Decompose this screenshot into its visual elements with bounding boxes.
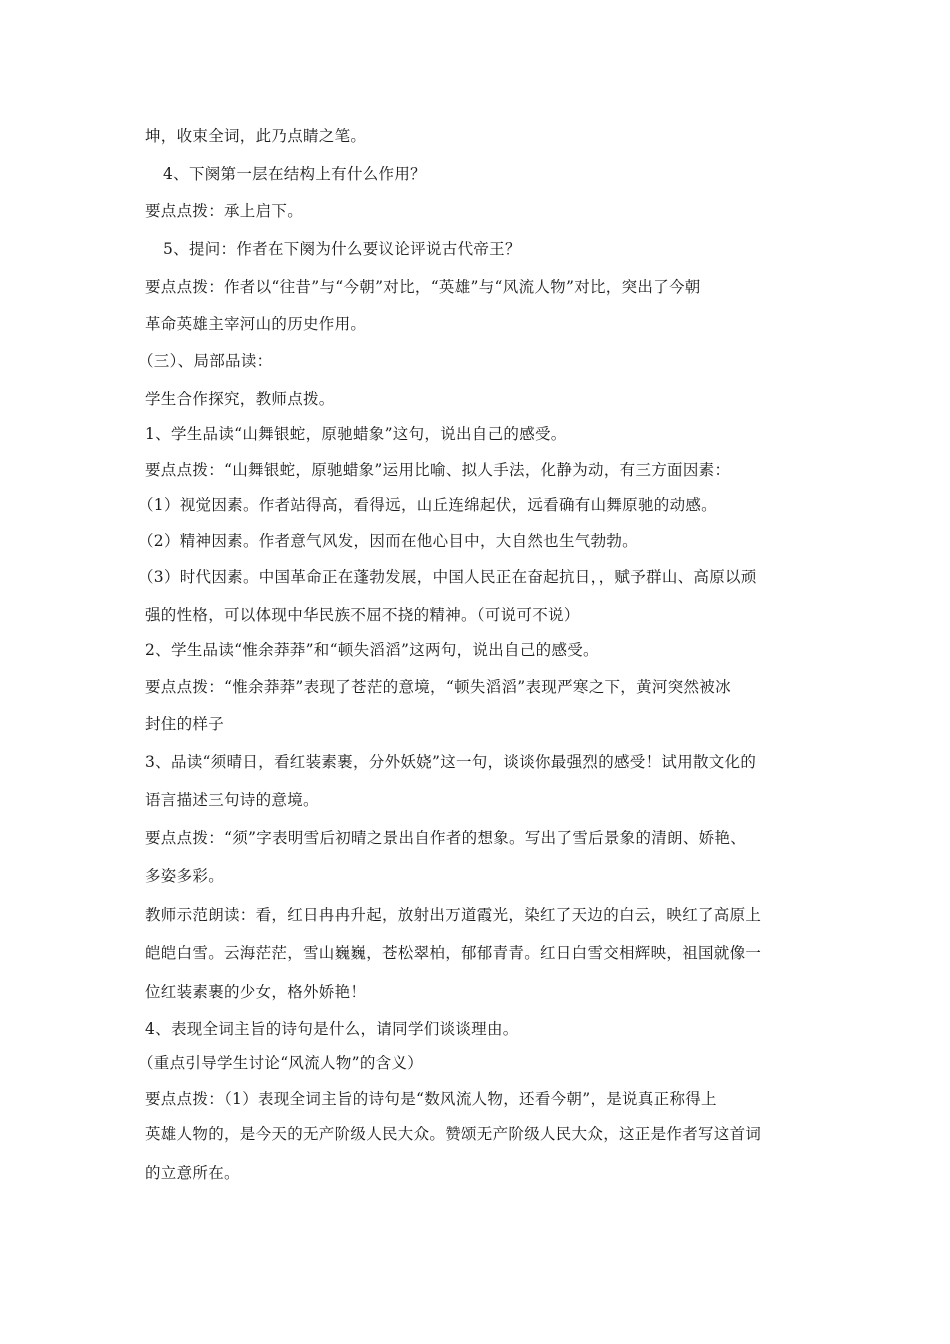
answer-hint: 要点点拨：承上启下。: [145, 202, 304, 220]
discussion-note: （重点引导学生讨论“风流人物”的含义）: [138, 1054, 424, 1072]
question-2: 2、学生品读“惟余莽莽”和“顿失滔滔”这两句，说出自己的感受。: [145, 641, 599, 659]
text-line: 坤，收束全词，此乃点睛之笔。: [145, 127, 367, 145]
answer-hint: 要点点拨：“惟余莽莽”表现了苍茫的意境，“顿失滔滔”表现严寒之下，黄河突然被冰: [145, 678, 731, 696]
text-line: 多姿多彩。: [145, 867, 225, 885]
text-line: 强的性格，可以体现中华民族不屈不挠的精神。（可说可不说）: [145, 606, 580, 624]
model-reading: 教师示范朗读：看，红日冉冉升起，放射出万道霞光，染红了天边的白云，映红了高原上: [145, 906, 762, 924]
answer-hint: 要点点拨：“山舞银蛇，原驰蜡象”运用比喻、拟人手法，化静为动，有三方面因素：: [145, 461, 731, 479]
text-line: 位红装素裹的少女，格外娇艳！: [145, 983, 367, 1001]
text-line: 语言描述三句诗的意境。: [145, 791, 319, 809]
section-heading: （三）、局部品读：: [138, 352, 273, 370]
question-4-theme: 4、表现全词主旨的诗句是什么，请同学们谈谈理由。: [145, 1020, 519, 1038]
answer-hint: 要点点拨：作者以“往昔”与“今朝”对比，“英雄”与“风流人物”对比，突出了今朝: [145, 278, 701, 296]
text-line: 英雄人物的，是今天的无产阶级人民大众。赞颂无产阶级人民大众，这正是作者写这首词: [145, 1125, 762, 1143]
text-line: 封住的样子: [145, 715, 225, 733]
factor-1: （1）视觉因素。作者站得高，看得远，山丘连绵起伏，远看确有山舞原驰的动感。: [138, 496, 717, 514]
text-line: 皑皑白雪。云海茫茫，雪山巍巍，苍松翠柏，郁郁青青。红日白雪交相辉映，祖国就像一: [145, 944, 762, 962]
factor-3: （3）时代因素。中国革命正在蓬勃发展，中国人民正在奋起抗日，，赋予群山、高原以顽: [138, 568, 757, 586]
question-1: 1、学生品读“山舞银蛇，原驰蜡象”这句，说出自己的感受。: [145, 425, 567, 443]
text-line: 革命英雄主宰河山的历史作用。: [145, 315, 367, 333]
text-line: 学生合作探究，教师点拨。: [145, 390, 335, 408]
question-5: 5、提问：作者在下阕为什么要议论评说古代帝王？: [163, 240, 521, 258]
question-3: 3、品读“须晴日，看红装素裹，分外妖娆”这一句，谈谈你最强烈的感受！试用散文化的: [145, 753, 757, 771]
factor-2: （2）精神因素。作者意气风发，因而在他心目中，大自然也生气勃勃。: [138, 532, 638, 550]
answer-hint: 要点点拨：“须”字表明雪后初晴之景出自作者的想象。写出了雪后景象的清朗、娇艳、: [145, 829, 747, 847]
text-line: 的立意所在。: [145, 1164, 240, 1182]
answer-hint: 要点点拨：（1）表现全词主旨的诗句是“数风流人物，还看今朝”，是说真正称得上: [145, 1090, 717, 1108]
question-4: 4、下阕第一层在结构上有什么作用？: [163, 165, 426, 183]
